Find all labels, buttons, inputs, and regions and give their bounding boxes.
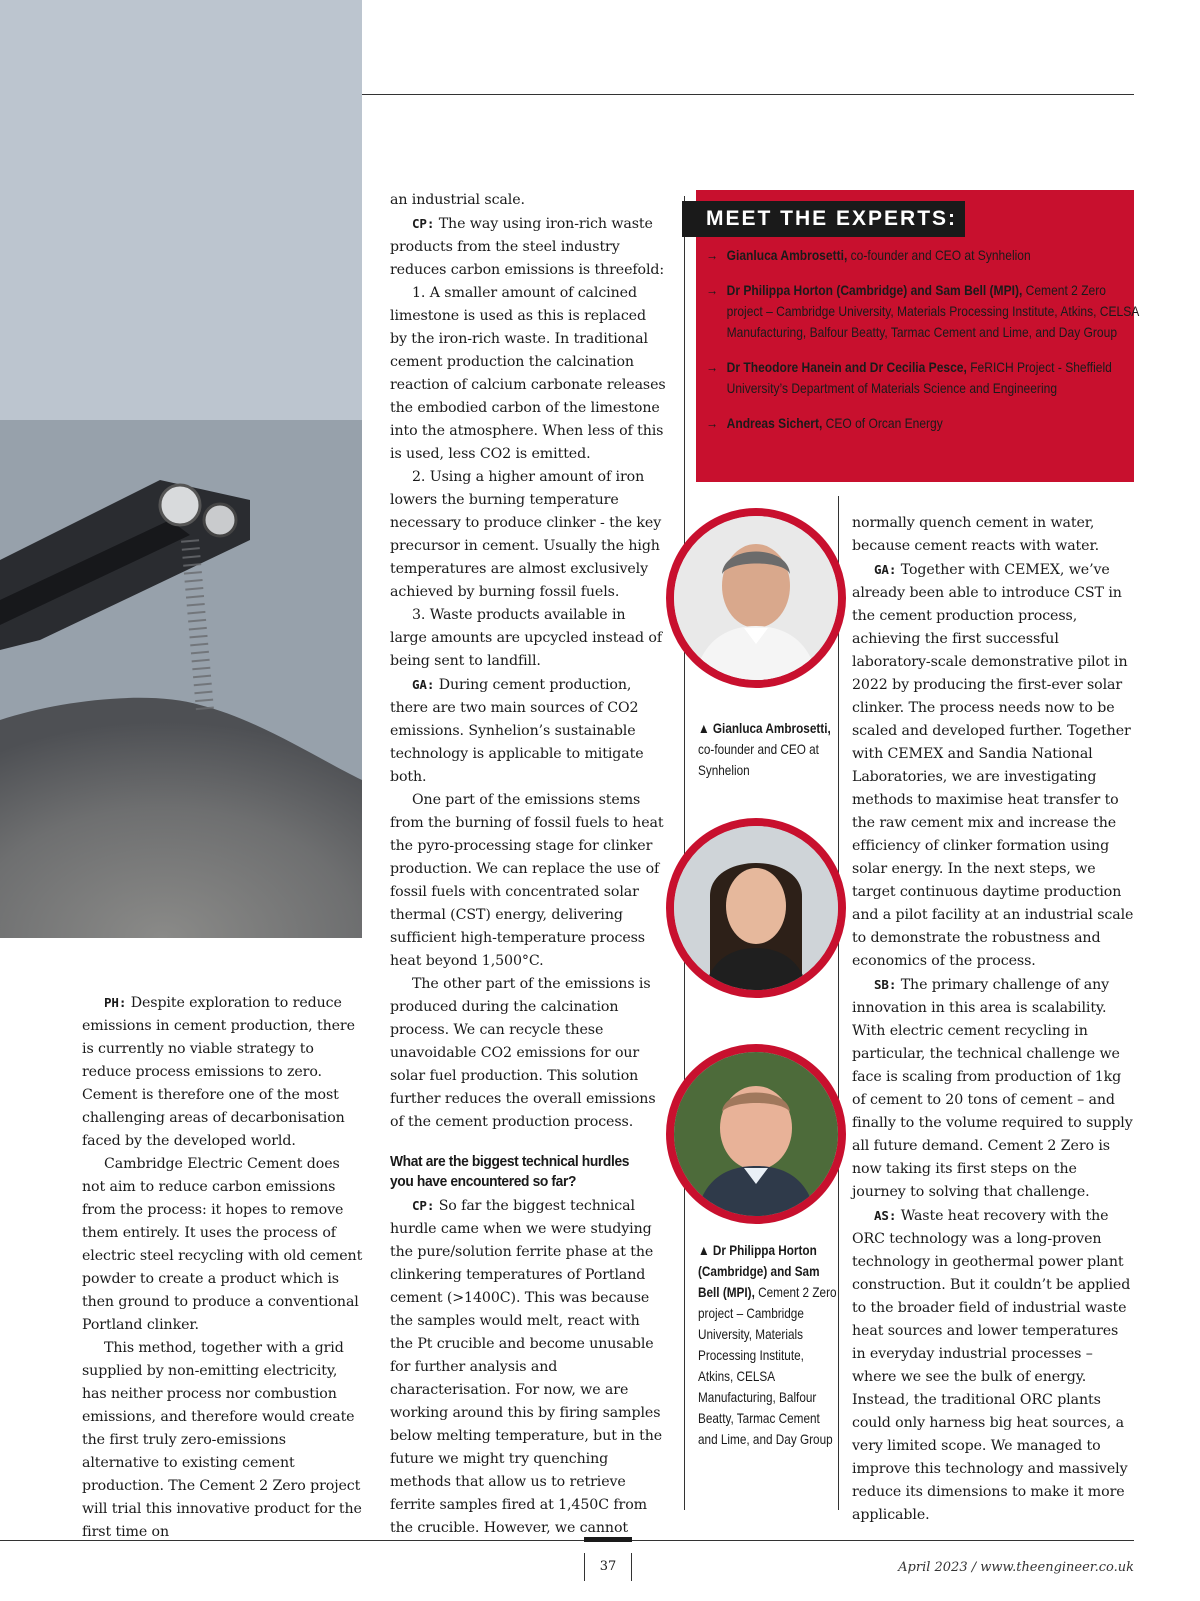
expert-name: Dr Philippa Horton (Cambridge) and Sam Bell (MPI),	[726, 282, 1023, 298]
paragraph	[390, 604, 666, 673]
paragraph-text: Despite exploration to reduce emissions in cement production, there is currently no viable strategy to reduce process emissions to zero. Cement is therefore one of the most challenging areas of decarbonisation faced by the developed world.	[82, 995, 355, 1149]
paragraph	[82, 1153, 366, 1337]
paragraph-text: Waste heat recovery with the ORC technology was a long-proven technology in geothermal power plant construction. But it couldn’t be applied to the broader field of industrial waste heat sources and lower temperatures in everyday industrial processes – where we see the bulk of energy. Instead, the traditional ORC plants could only harness big heat sources, a very limited scope. We managed to improve this technology and massively reduce its dimensions to make it more applicable.	[852, 1208, 1131, 1523]
expert-item	[706, 357, 1139, 399]
paragraph	[82, 991, 366, 1153]
paragraph	[852, 973, 1134, 1204]
expert-desc: FeRICH Project - Sheffield University’s Department of Materials Science and Engineering	[726, 359, 1112, 396]
speaker-initials: GA:	[874, 562, 897, 577]
portrait-philippa-horton	[666, 818, 846, 998]
paragraph-text: Together with CEMEX, we’ve already been able to introduce CST in the cement production process, achieving the first successful laboratory-scale demonstrative pilot in 2022 by producing the first-ever solar clinker. The process needs now to be scaled and developed further. Together with CEMEX and Sandia National Laboratories, we are investigating methods to maximise heat transfer to the raw cement mix and increase the efficiency of clinker formation using solar energy. In the next steps, we target continuous daytime production and a pilot facility at an industrial scale to demonstrate the robustness and economics of the process.	[852, 562, 1134, 969]
speaker-initials: AS:	[874, 1208, 897, 1223]
portrait-gianluca-ambrosetti	[666, 508, 846, 688]
paragraph-text: an industrial scale.	[390, 192, 525, 208]
expert-desc: co-founder and CEO at Synhelion	[847, 247, 1031, 263]
expert-item	[706, 280, 1139, 343]
paragraph-text: One part of the emissions stems from the burning of fossil fuels to heat the pyro-processing stage for clinker production. We can replace the use of fossil fuels with concentrated solar thermal (CST) energy, delivering sufficient high-temperature process heat beyond 1,500°C.	[390, 792, 664, 969]
column-middle-top	[390, 189, 666, 1134]
arrow-right-icon: →	[706, 415, 719, 431]
meet-the-experts-title: MEET THE EXPERTS:	[682, 201, 965, 237]
speaker-initials: CP:	[412, 216, 435, 231]
header-rule	[362, 94, 1134, 95]
portrait-sam-bell	[666, 1044, 846, 1224]
paragraph-text: During cement production, there are two main sources of CO2 emissions. Synhelion’s sustainable technology is applicable to mitigate both.	[390, 677, 644, 785]
paragraph-text: The other part of the emissions is produced during the calcination process. We can recycle these unavoidable CO2 emissions for our solar fuel production. This solution further reduces the overall emissions of the cement production process.	[390, 976, 656, 1130]
caption-name: Gianluca Ambrosetti,	[712, 720, 831, 736]
expert-name: Gianluca Ambrosetti,	[726, 247, 848, 263]
paragraph	[390, 189, 666, 212]
speaker-initials: SB:	[874, 977, 897, 992]
paragraph	[390, 282, 666, 466]
expert-item	[706, 413, 1139, 434]
paragraph	[390, 1194, 666, 1540]
paragraph	[390, 973, 666, 1134]
experts-list	[706, 245, 1139, 448]
column-left	[82, 991, 366, 1544]
speaker-initials: PH:	[104, 995, 127, 1010]
caption-name: Dr Philippa Horton (Cambridge) and Sam Bell (MPI),	[698, 1242, 820, 1300]
paragraph	[852, 512, 1134, 558]
person-silhouette-icon	[674, 1052, 838, 1216]
expert-name: Dr Theodore Hanein and Dr Cecilia Pesce,	[726, 359, 967, 375]
expert-desc: Cement 2 Zero project – Cambridge University, Materials Processing Institute, Atkins, CELSA Manufacturing, Balfour Beatty, Tarmac Cement and Lime, and Day Group	[726, 282, 1139, 340]
caption-gianluca	[698, 718, 837, 781]
arrow-up-icon: ▲	[698, 720, 710, 736]
paragraph-text: The way using iron-rich waste products from the steel industry reduces carbon emissions is threefold:	[390, 216, 665, 278]
paragraph	[390, 673, 666, 789]
caption-desc: Cement 2 Zero project – Cambridge University, Materials Processing Institute, Atkins, CELSA Manufacturing, Balfour Beatty, Tarmac Cement and Lime, and Day Group	[698, 1284, 837, 1447]
paragraph	[82, 1337, 366, 1544]
caption-philippa-sam	[698, 1240, 837, 1450]
question-heading: What are the biggest technical hurdles you have encountered so far?	[390, 1153, 630, 1190]
paragraph-text: 2. Using a higher amount of iron lowers the burning temperature necessary to produce clinker - the key precursor in cement. Usually the high temperatures are almost exclusively achieved by burning fossil fuels.	[390, 469, 662, 600]
column-divider-right	[838, 496, 839, 1510]
paragraph-text: 1. A smaller amount of calcined limestone is used as this is replaced by the iron-rich waste. In traditional cement production the calcination reaction of calcium carbonate releases the embodied carbon of the limestone into the atmosphere. When less of this is used, less CO2 is emitted.	[390, 285, 666, 462]
paragraph-text: 3. Waste products available in large amounts are upcycled instead of being sent to landfill.	[390, 607, 662, 669]
paragraph	[390, 789, 666, 973]
arrow-right-icon: →	[706, 359, 719, 375]
paragraph-text: Cambridge Electric Cement does not aim to reduce carbon emissions from the process: it hopes to remove them entirely. It uses the process of electric steel recycling with old cement powder to create a product which is then ground to produce a conventional Portland clinker.	[82, 1156, 363, 1333]
expert-desc: CEO of Orcan Energy	[822, 415, 943, 431]
column-right	[852, 512, 1134, 1527]
arrow-up-icon: ▲	[698, 1242, 710, 1258]
footer-rule	[0, 1540, 1134, 1541]
photo-illustration	[0, 0, 362, 938]
column-middle-bottom	[390, 1194, 666, 1540]
expert-item	[706, 245, 1139, 266]
paragraph-text: So far the biggest technical hurdle came when we were studying the pure/solution ferrite phase at the clinkering temperatures of Portland cement (>1400C). This was because the samples would melt, react with the Pt crucible and become unusable for further analysis and characterisation. For now, we are working around this by firing samples below melting temperature, but in the future we might try quenching methods that allow us to retrieve ferrite samples fired at 1,450C from the crucible. However, we cannot	[390, 1198, 663, 1536]
page-number: 37	[584, 1553, 632, 1581]
arrow-right-icon: →	[706, 247, 719, 263]
paragraph-text: normally quench cement in water, because cement reacts with water.	[852, 515, 1099, 554]
page-tab-marker	[584, 1537, 632, 1542]
conveyor-aggregate-photo	[0, 0, 362, 938]
speaker-initials: CP:	[412, 1198, 435, 1213]
speaker-initials: GA:	[412, 677, 435, 692]
column-middle	[390, 189, 666, 1540]
paragraph	[852, 558, 1134, 973]
paragraph-text: The primary challenge of any innovation in this area is scalability. With electric cement recycling in particular, the technical challenge we face is scaling from production of 1kg of cement to 20 tons of cement – and finally to the volume required to supply all future demand. Cement 2 Zero is now taking its first steps on the journey to solving that challenge.	[852, 977, 1133, 1200]
paragraph-text: This method, together with a grid supplied by non-emitting electricity, has neither process nor combustion emissions, and therefore would create the first truly zero-emissions alternative to existing cement production. The Cement 2 Zero project will trial this innovative product for the first time on	[82, 1340, 362, 1540]
paragraph	[390, 212, 666, 282]
expert-name: Andreas Sichert,	[726, 415, 823, 431]
issue-and-website: April 2023 / www.theengineer.co.uk	[898, 1560, 1134, 1575]
paragraph	[852, 1204, 1134, 1527]
person-silhouette-icon	[674, 516, 838, 680]
arrow-right-icon: →	[706, 282, 719, 298]
person-silhouette-icon	[674, 826, 838, 990]
caption-desc: co-founder and CEO at Synhelion	[698, 741, 819, 778]
paragraph	[390, 466, 666, 604]
